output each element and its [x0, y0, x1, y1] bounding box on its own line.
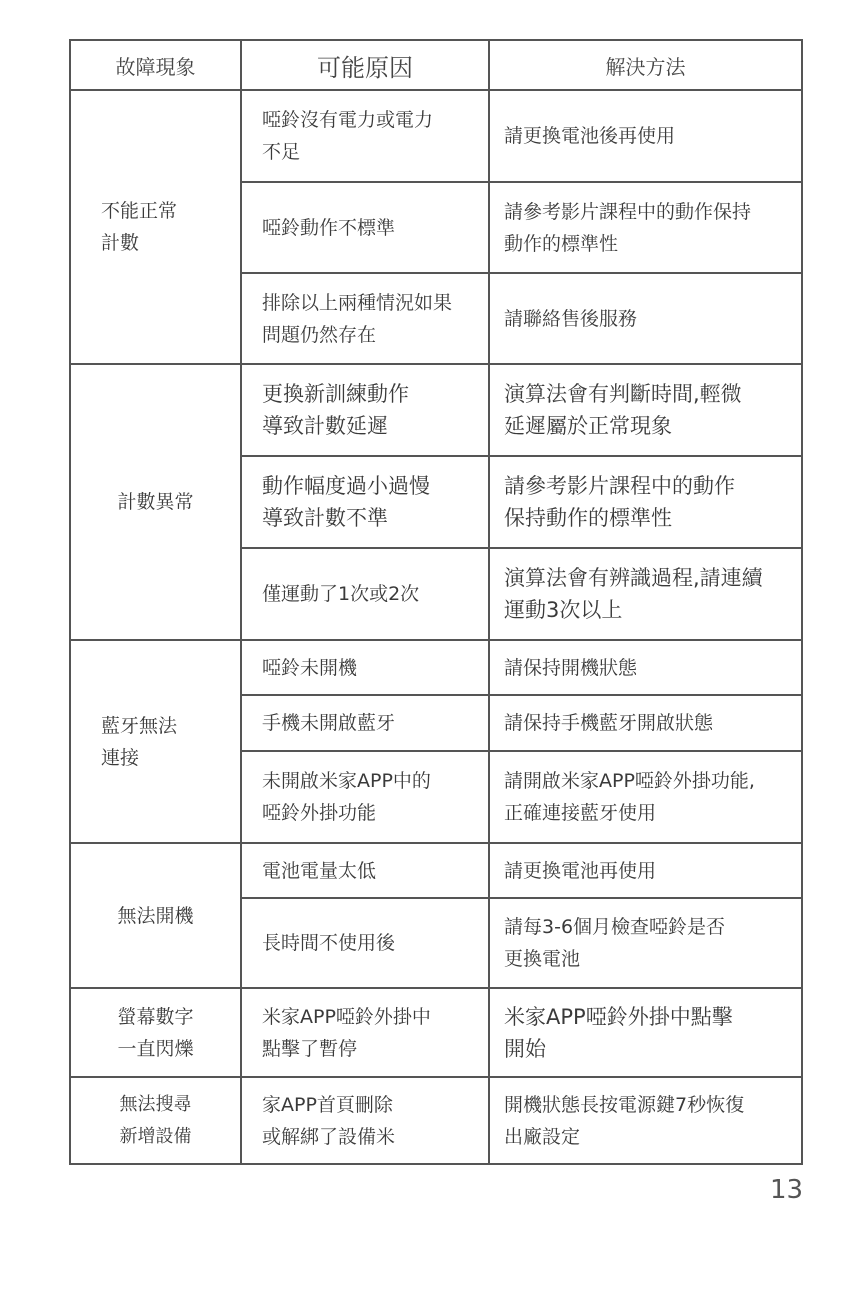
symptom-cell	[70, 1077, 241, 1164]
cause-text: 啞鈴沒有電力或電力 不足	[262, 109, 434, 163]
symptom-cell	[70, 90, 241, 364]
symptom-cell	[70, 640, 241, 843]
cause-cell	[241, 898, 489, 988]
solution-cell	[489, 456, 802, 548]
solution-cell	[489, 640, 802, 695]
symptom-text: 不能正常 計數	[101, 200, 178, 254]
page-number: 13	[770, 1175, 804, 1205]
cause-cell	[241, 751, 489, 843]
solution-cell	[489, 843, 802, 898]
cause-text: 啞鈴未開機	[262, 656, 358, 679]
header-row	[70, 40, 802, 90]
cause-cell	[241, 273, 489, 364]
cause-cell	[241, 640, 489, 695]
cause-text: 米家APP啞鈴外掛中 點擊了暫停	[262, 1005, 431, 1060]
symptom-text: 無法開機	[117, 904, 194, 927]
cause-text: 排除以上兩種情況如果 問題仍然存在	[262, 291, 453, 346]
cause-text: 更換新訓練動作 導致計數延遲	[262, 382, 409, 438]
symptom-text: 螢幕數字 一直閃爍	[117, 1005, 194, 1060]
symptom-cell	[70, 843, 241, 988]
symptom-cell	[70, 988, 241, 1077]
cause-text: 啞鈴動作不標準	[262, 216, 396, 239]
cause-cell	[241, 988, 489, 1077]
solution-cell	[489, 988, 802, 1077]
solution-text: 請每3-6個月檢查啞鈴是否 更換電池	[504, 916, 726, 970]
table-row	[70, 988, 802, 1077]
troubleshooting-table	[69, 39, 803, 1165]
cause-text: 家APP首頁刪除 或解綁了設備米	[262, 1093, 396, 1148]
table-row	[70, 640, 802, 695]
cause-cell	[241, 182, 489, 273]
cause-text: 長時間不使用後	[262, 932, 396, 954]
header-solution: 解決方法	[489, 40, 802, 90]
cause-cell	[241, 843, 489, 898]
table-row	[70, 1077, 802, 1164]
solution-text: 演算法會有判斷時間,輕微 延遲屬於正常現象	[504, 382, 742, 438]
solution-cell	[489, 898, 802, 988]
solution-cell	[489, 182, 802, 273]
header-cause: 可能原因	[241, 40, 489, 90]
solution-cell	[489, 364, 802, 456]
table-row	[70, 843, 802, 898]
cause-text: 動作幅度過小過慢 導致計數不準	[262, 474, 430, 530]
solution-text: 請保持手機藍牙開啟狀態	[504, 712, 714, 734]
cause-cell	[241, 548, 489, 640]
cause-cell	[241, 364, 489, 456]
solution-text: 請開啟米家APP啞鈴外掛功能, 正確連接藍牙使用	[504, 770, 755, 824]
table-row	[70, 364, 802, 456]
symptom-cell	[70, 364, 241, 640]
solution-text: 請更換電池再使用	[504, 859, 657, 882]
solution-text: 請參考影片課程中的動作保持 動作的標準性	[504, 200, 752, 255]
solution-text: 演算法會有辨識過程,請連續 運動3次以上	[504, 566, 763, 622]
solution-text: 請更換電池後再使用	[504, 125, 676, 147]
symptom-text: 藍牙無法 連接	[101, 714, 178, 769]
cause-text: 手機未開啟藍牙	[262, 712, 396, 734]
solution-cell	[489, 90, 802, 182]
cause-cell	[241, 90, 489, 182]
solution-text: 請聯絡售後服務	[504, 307, 638, 330]
solution-cell	[489, 273, 802, 364]
symptom-text: 計數異常	[117, 491, 194, 513]
cause-text: 電池電量太低	[262, 859, 377, 882]
solution-cell	[489, 751, 802, 843]
cause-text: 未開啟米家APP中的 啞鈴外掛功能	[262, 770, 431, 824]
cause-text: 僅運動了1次或2次	[262, 583, 420, 605]
table-row	[70, 90, 802, 182]
cause-cell	[241, 1077, 489, 1164]
solution-text: 米家APP啞鈴外掛中點擊 開始	[504, 1004, 733, 1061]
cause-cell	[241, 456, 489, 548]
symptom-text: 無法搜尋 新增設備	[119, 1093, 192, 1147]
solution-text: 開機狀態長按電源鍵7秒恢復 出廠設定	[504, 1093, 745, 1148]
cause-cell	[241, 695, 489, 751]
solution-cell	[489, 1077, 802, 1164]
solution-cell	[489, 695, 802, 751]
header-symptom: 故障現象	[70, 40, 241, 90]
solution-cell	[489, 548, 802, 640]
solution-text: 請保持開機狀態	[504, 656, 638, 679]
solution-text: 請參考影片課程中的動作 保持動作的標準性	[504, 474, 735, 530]
